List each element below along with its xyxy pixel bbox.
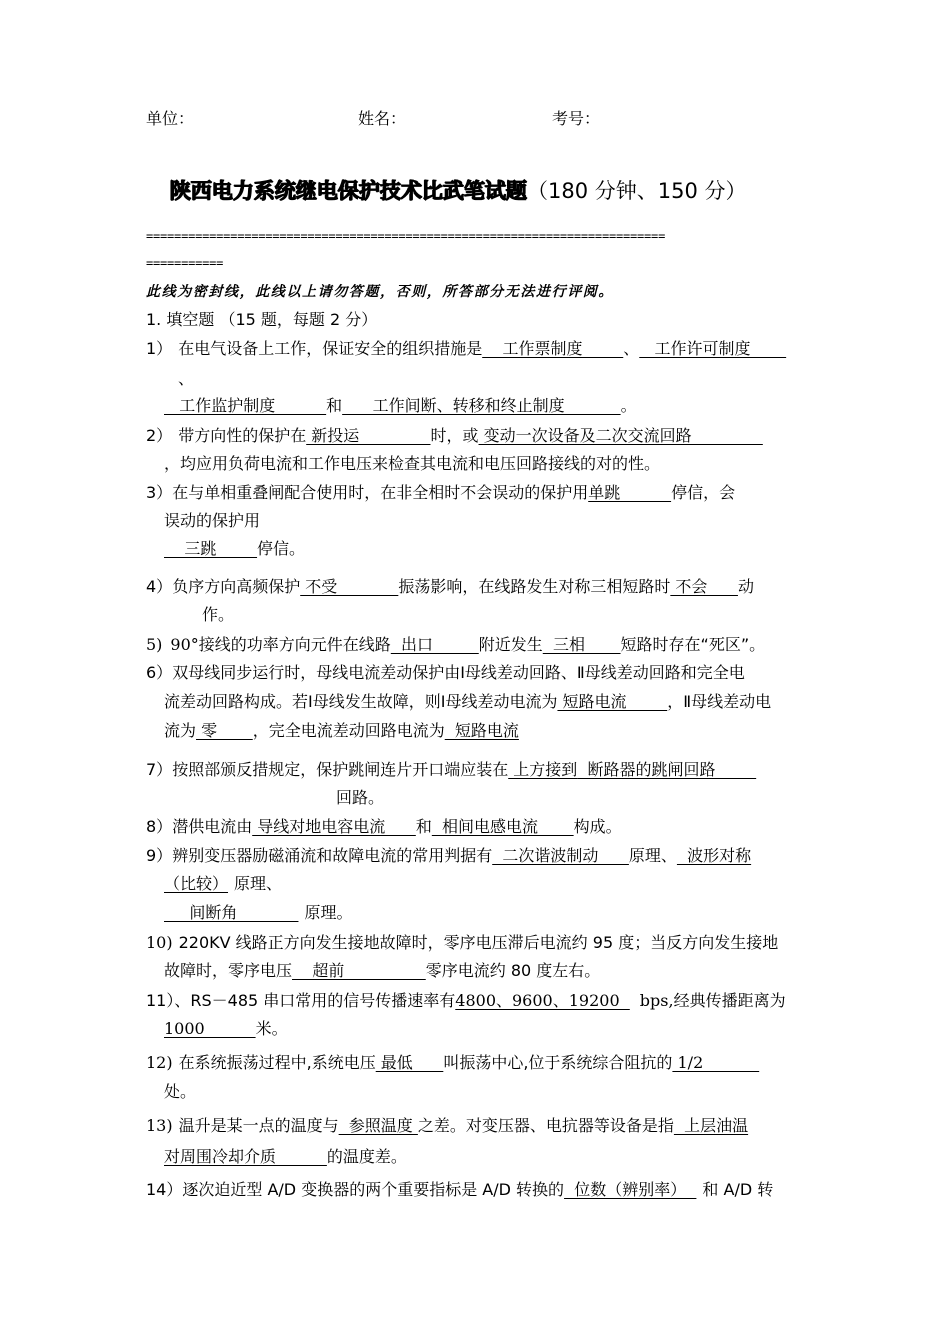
question-1-line-3: 工作监护制度 和 工作间断、转移和终止制度 。	[164, 396, 637, 415]
answer-field: 相间电感电流	[431, 817, 574, 836]
question-6-line-2: 流差动回路构成。若Ⅰ母线发生故障，则Ⅰ母线差动电流为 短路电流 ，Ⅱ母线差动电	[164, 692, 772, 711]
answer-field: 工作许可制度	[639, 339, 787, 358]
answer-field: 上方接到	[508, 760, 578, 779]
question-13-line-1: 13) 温升是某一点的温度与 参照温度 之差。对变压器、电抗器等设备是指 上层油温	[146, 1116, 749, 1135]
title-sub: （180 分钟、150 分）	[527, 179, 747, 203]
separator-line-2: ===========	[146, 256, 224, 270]
question-11-line-2: 1000 米。	[164, 1019, 288, 1038]
question-9-line-2: （比较） 原理、	[164, 874, 283, 893]
exam-number-label: 考号：	[552, 109, 601, 128]
answer-field: 不受	[300, 577, 399, 596]
question-12-line-1: 12) 在系统振荡过程中,系统电压 最低 叫振荡中心,位于系统综合阻抗的 1/2	[146, 1053, 760, 1072]
answer-field: 上层油温	[673, 1116, 749, 1135]
answer-field: 出口	[390, 635, 479, 654]
question-12-line-2: 处。	[164, 1082, 197, 1101]
page-title	[170, 176, 747, 206]
answer-field: （比较）	[164, 874, 229, 893]
answer-field: 短路电流	[557, 692, 668, 711]
title-main: 陕西电力系统继电保护技术比武笔试题	[170, 179, 527, 203]
question-6-line-3: 流为 零 ，完全电流差动回路电流为 短路电流	[164, 721, 519, 740]
answer-field: 波形对称	[676, 846, 752, 865]
answer-field: 位数（辨别率）	[564, 1180, 697, 1199]
question-4-line-1: 4）负序方向高频保护 不受 振荡影响，在线路发生对称三相短路时 不会 动	[146, 577, 754, 596]
question-9-line-3: 间断角 原理。	[164, 903, 353, 922]
answer-field: 间断角	[164, 903, 299, 922]
question-10-line-2: 故障时，零序电压 超前 零序电流约 80 度左右。	[164, 961, 601, 980]
question-13-line-2: 对周围冷却介质 的温度差。	[164, 1147, 407, 1166]
name-label: 姓名：	[358, 109, 407, 128]
question-3-line-2: 误动的保护用	[164, 511, 261, 530]
question-2-line-2: ，均应用负荷电流和工作电压来检查其电流和电压回路接线的对的性。	[164, 454, 661, 473]
answer-field: 1000	[164, 1019, 256, 1038]
answer-field: 零	[196, 721, 253, 740]
answer-field: 工作监护制度	[164, 396, 327, 415]
question-3-line-1: 3）在与单相重叠闸配合使用时，在非全相时不会误动的保护用单跳 停信，会	[146, 483, 736, 502]
answer-field: 单跳	[588, 483, 672, 502]
unit-label: 单位：	[146, 109, 195, 128]
seal-line-warning: 此线为密封线，此线以上请勿答题，否则，所答部分无法进行评阅。	[146, 284, 614, 300]
answer-field: 超前	[292, 961, 426, 980]
separator-line-1: ==========================================================================	[146, 229, 666, 243]
answer-field: 不会	[670, 577, 738, 596]
answer-field: 1/2	[672, 1053, 760, 1072]
question-1-line-1: 1） 在电气设备上工作，保证安全的组织措施是 工作票制度 、 工作许可制度	[146, 339, 787, 358]
answer-field: 工作间断、转移和终止制度	[342, 396, 621, 415]
question-1-line-2: 、	[178, 369, 195, 388]
question-11-line-1: 11）、RS－485 串口常用的信号传播速率有4800、9600、19200 bps,经典传播距离为	[146, 991, 786, 1010]
answer-field: 工作票制度	[482, 339, 624, 358]
answer-field: 三相	[542, 635, 621, 654]
question-2-line-1: 2） 带方向性的保护在 新投运 时，或 变动一次设备及二次交流回路	[146, 426, 763, 445]
question-9-line-1: 9）辨别变压器励磁涌流和故障电流的常用判据有 二次谐波制动 原理、 波形对称	[146, 846, 752, 865]
section-heading: 1. 填空题 （15 题，每题 2 分）	[146, 310, 378, 329]
answer-field: 新投运	[306, 426, 431, 445]
answer-field: 变动一次设备及二次交流回路	[478, 426, 763, 445]
question-6-line-1: 6）双母线同步运行时，母线电流差动保护由Ⅰ母线差动回路、Ⅱ母线差动回路和完全电	[146, 663, 745, 682]
answer-field: 短路电流	[444, 721, 519, 740]
answer-field: 4800、9600、19200	[455, 991, 630, 1010]
question-3-line-3: 三跳 停信。	[164, 539, 306, 558]
answer-field: 二次谐波制动	[492, 846, 629, 865]
answer-field: 最低	[375, 1053, 444, 1072]
question-10-line-1: 10) 220KV 线路正方向发生接地故障时，零序电压滞后电流约 95 度；当反方向发生接地	[146, 933, 779, 952]
question-8-line-1: 8）潜供电流由 导线对地电容电流 和 相间电感电流 构成。	[146, 817, 622, 836]
answer-field: 对周围冷却介质	[164, 1147, 327, 1166]
question-14-line-1: 14）逐次迫近型 A/D 变换器的两个重要指标是 A/D 转换的 位数（辨别率） 和 A/D 转	[146, 1180, 774, 1199]
question-7-line-2: 回路。	[336, 788, 385, 807]
answer-field: 参照温度	[338, 1116, 418, 1135]
question-5-line-1: 5) 90°接线的功率方向元件在线路 出口 附近发生 三相 短路时存在“死区”。	[146, 635, 766, 654]
answer-field: 三跳	[164, 539, 258, 558]
question-7-line-1: 7）按照部颁反措规定，保护跳闸连片开口端应装在 上方接到 断路器的跳闸回路	[146, 760, 757, 779]
question-4-line-2: 作。	[202, 605, 235, 624]
answer-field: 断路器的跳闸回路	[577, 760, 757, 779]
answer-field: 导线对地电容电流	[252, 817, 416, 836]
